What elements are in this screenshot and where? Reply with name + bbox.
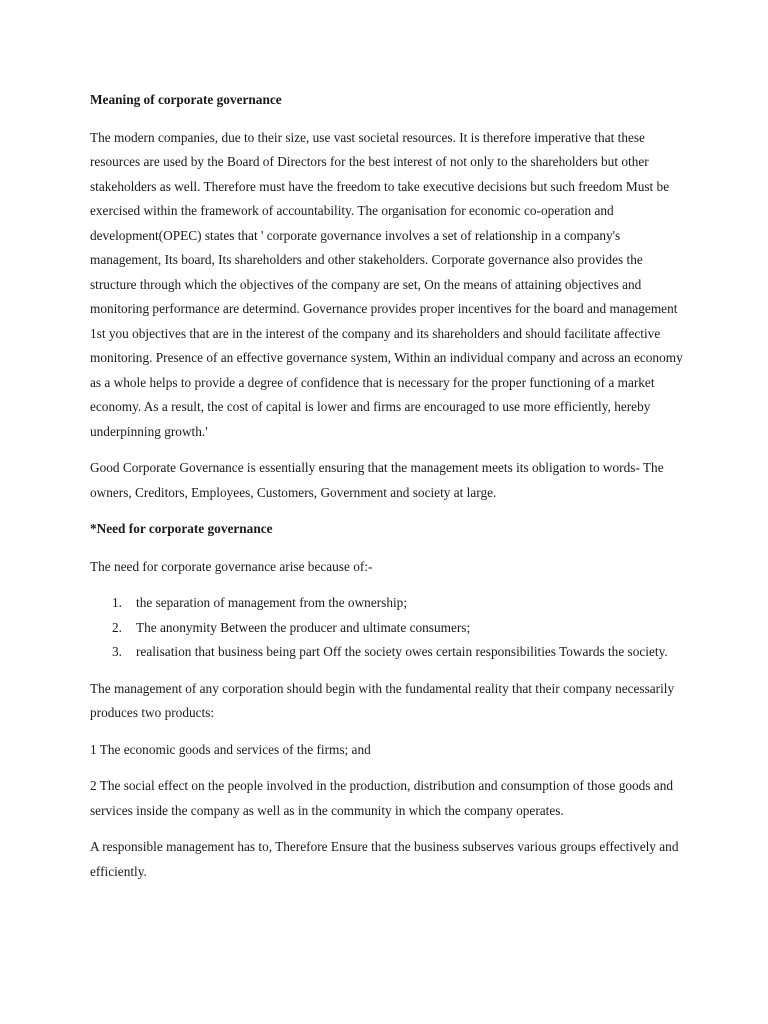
list-item: [90, 591, 686, 616]
document-page: [90, 88, 686, 896]
paragraph-modern-companies: The modern companies, due to their size, use vast societal resources. It is therefore imperative that these resources are used by the Board of Directors for the best interest of not only to the shareholders but other stakeholders as well. Therefore must have the freedom to take executive decisions but such freedom Must be exercised within the framework of accountability. The organisation for economic co-operation and development(OPEC) states that ' corporate governance involves a set of relationship in a company's management, Its board, Its shareholders and other stakeholders. Corporate governance also provides the structure through which the objectives of the company are set, On the means of attaining objectives and monitoring performance are determind. Governance provides proper incentives for the board and management 1st you objectives that are in the interest of the company and its shareholders and should facilitate affective monitoring. Presence of an effective governance system, Within an individual company and across an economy as a whole helps to provide a degree of confidence that is necessary for the proper functioning of a market economy. As a result, the cost of capital is lower and firms are encouraged to use more efficiently, hereby underpinning growth.': [90, 129, 683, 439]
list-item-text: the separation of management from the ownership;: [136, 595, 408, 610]
heading-meaning-of-corporate-governance: Meaning of corporate governance: [90, 92, 282, 107]
list-item-number: 3.: [112, 644, 122, 659]
heading-need-for-corporate-governance: *Need for corporate governance: [90, 521, 273, 536]
paragraph-social-effect: 2 The social effect on the people involved in the production, distribution and consumption of those goods and services inside the company as well as in the community in which the company operates.: [90, 778, 673, 818]
reasons-list: [90, 591, 686, 665]
list-item: [90, 640, 686, 665]
list-item-number: 1.: [112, 595, 122, 610]
list-item-text: realisation that business being part Off the society owes certain responsibilities Towards the society.: [136, 644, 668, 659]
list-item-text: The anonymity Between the producer and ultimate consumers;: [136, 619, 471, 635]
list-item-number: 2.: [112, 619, 122, 635]
paragraph-two-products: The management of any corporation should begin with the fundamental reality that their company necessarily produces two products:: [90, 680, 675, 720]
paragraph-economic-goods: 1 The economic goods and services of the firms; and: [90, 741, 371, 757]
list-item: [90, 616, 686, 641]
paragraph-responsible-management: A responsible management has to, Therefore Ensure that the business subserves various groups effectively and efficiently.: [90, 839, 679, 879]
paragraph-need-arises: The need for corporate governance arise because of:-: [90, 558, 373, 574]
paragraph-good-corporate-governance: Good Corporate Governance is essentially ensuring that the management meets its obligation to words- The owners, Creditors, Employees, Customers, Government and society at large.: [90, 460, 664, 500]
